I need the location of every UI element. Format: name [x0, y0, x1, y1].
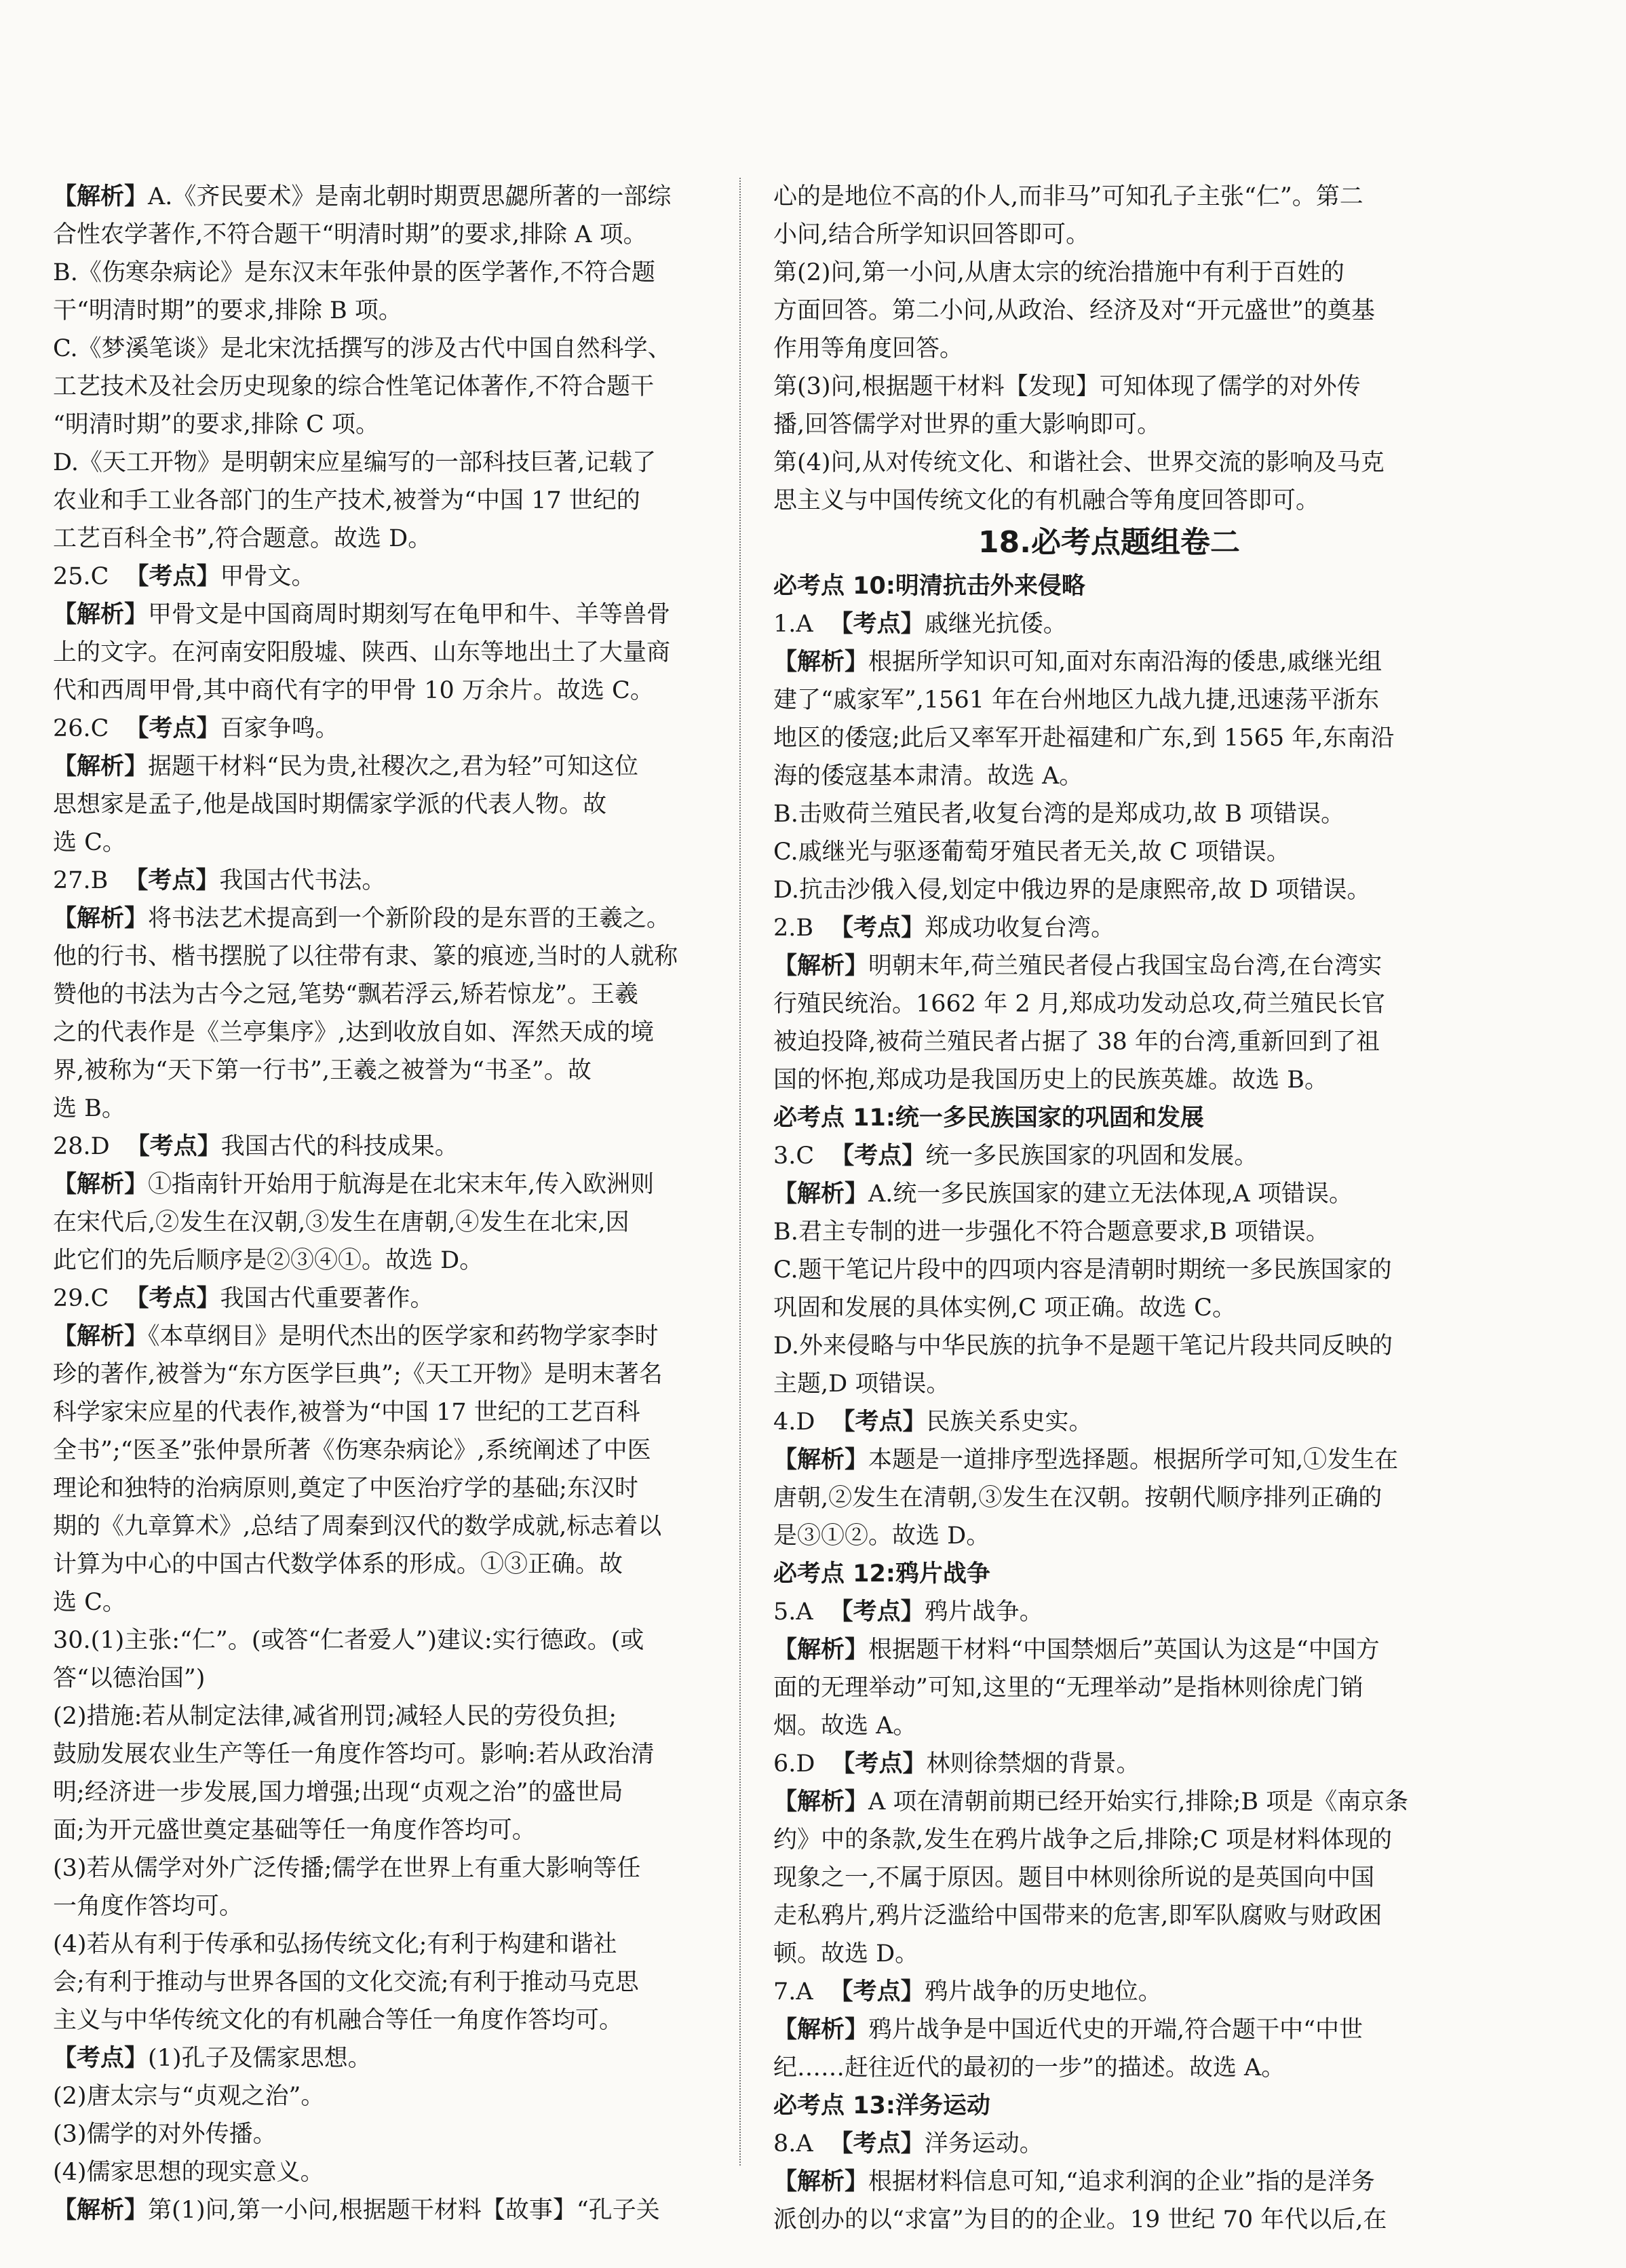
q30-line: 主义与中华传统文化的有机融合等任一角度作答均可。 — [53, 2007, 623, 2034]
q30-cont-line: 方面回答。第二小问,从政治、经济及对“开元盛世”的奠基 — [773, 297, 1375, 324]
q30-line: 面;为开元盛世奠定基础等任一角度作答均可。 — [53, 1817, 536, 1844]
q30-line: 30.(1)主张:“仁”。(或答“仁者爱人”)建议:实行德政。(或 — [53, 1627, 644, 1654]
q28-line: 在宋代后,②发生在汉朝,③发生在唐朝,④发生在北宋,因 — [53, 1209, 630, 1236]
q1-line: 【解析】根据所学知识可知,面对东南沿海的倭患,戚继光组 — [773, 649, 1382, 676]
q8-line: 【解析】根据材料信息可知,“追求利润的企业”指的是洋务 — [773, 2168, 1375, 2195]
q4-line: 唐朝,②发生在清朝,③发生在汉朝。按朝代顺序排列正确的 — [773, 1484, 1382, 1512]
q1-line: 地区的倭寇;此后又率军开赴福建和广东,到 1565 年,东南沿 — [773, 725, 1395, 752]
q8-line: 派创办的以“求富”为目的的企业。19 世纪 70 年代以后,在 — [773, 2206, 1387, 2233]
q3-line: C.题干笔记片段中的四项内容是清朝时期统一多民族国家的 — [773, 1256, 1392, 1284]
kp12-heading: 必考点 12:鸦片战争 — [773, 1560, 990, 1588]
q1-line: D.抗击沙俄入侵,划定中俄边界的是康熙帝,故 D 项错误。 — [773, 877, 1371, 904]
q30-line: 会;有利于推动与世界各国的文化交流;有利于推动马克思 — [53, 1969, 639, 1996]
q7-line: 纪……赶往近代的最初的一步”的描述。故选 A。 — [773, 2054, 1285, 2081]
q4-line: 是③①②。故选 D。 — [773, 1522, 990, 1550]
section-title: 18.必考点题组卷二 — [978, 525, 1240, 560]
q24-line: C.《梦溪笔谈》是北宋沈括撰写的涉及古代中国自然科学、 — [53, 335, 672, 362]
q6-line: 【解析】A 项在清朝前期已经开始实行,排除;B 项是《南京条 — [773, 1788, 1409, 1815]
q30-analysis-line: 【解析】第(1)问,第一小问,根据题干材料【故事】“孔子关 — [53, 2197, 660, 2224]
q29-header: 29.C 【考点】我国古代重要著作。 — [53, 1285, 434, 1312]
q25-line: 【解析】甲骨文是中国商周时期刻写在龟甲和牛、羊等兽骨 — [53, 601, 671, 628]
q25-line: 代和西周甲骨,其中商代有字的甲骨 10 万余片。故选 C。 — [53, 677, 654, 704]
q28-line: 【解析】①指南针开始用于航海是在北宋末年,传入欧洲则 — [53, 1171, 655, 1198]
q24-line: 农业和手工业各部门的生产技术,被誉为“中国 17 世纪的 — [53, 487, 640, 514]
q29-line: 选 C。 — [53, 1589, 126, 1616]
q30-cont-line: 作用等角度回答。 — [773, 335, 964, 362]
q29-line: 【解析】《本草纲目》是明代杰出的医学家和药物学家李时 — [53, 1323, 659, 1350]
q27-line: 他的行书、楷书摆脱了以往带有隶、篆的痕迹,当时的人就称 — [53, 943, 678, 970]
q30-cont-line: 小问,结合所学知识回答即可。 — [773, 221, 1090, 248]
q8-header: 8.A 【考点】洋务运动。 — [773, 2130, 1043, 2157]
q30-cont-line: 思主义与中国传统文化的有机融合等角度回答即可。 — [773, 487, 1320, 514]
q27-line: 【解析】将书法艺术提高到一个新阶段的是东晋的王羲之。 — [53, 905, 671, 932]
q30-line: 明;经济进一步发展,国力增强;出现“贞观之治”的盛世局 — [53, 1779, 623, 1806]
q24-line: 【解析】A.《齐民要术》是南北朝时期贾思勰所著的一部综 — [53, 183, 672, 210]
q27-header: 27.B 【考点】我国古代书法。 — [53, 867, 386, 894]
q24-line: 合性农学著作,不符合题干“明清时期”的要求,排除 A 项。 — [53, 221, 647, 248]
q24-line: 干“明清时期”的要求,排除 B 项。 — [53, 297, 402, 324]
q3-line: 巩固和发展的具体实例,C 项正确。故选 C。 — [773, 1294, 1236, 1322]
q1-line: B.击败荷兰殖民者,收复台湾的是郑成功,故 B 项错误。 — [773, 801, 1345, 828]
q24-line: D.《天工开物》是明朝宋应星编写的一部科技巨著,记载了 — [53, 449, 657, 476]
q6-line: 约》中的条款,发生在鸦片战争之后,排除;C 项是材料体现的 — [773, 1826, 1392, 1853]
q30-cont-line: 第(4)问,从对传统文化、和谐社会、世界交流的影响及马克 — [773, 449, 1385, 476]
q1-line: 海的倭寇基本肃清。故选 A。 — [773, 763, 1083, 790]
q26-line: 【解析】据题干材料“民为贵,社稷次之,君为轻”可知这位 — [53, 753, 639, 780]
q3-line: 【解析】A.统一多民族国家的建立无法体现,A 项错误。 — [773, 1180, 1353, 1208]
q30-cont-line: 心的是地位不高的仆人,而非马”可知孔子主张“仁”。第二 — [773, 183, 1363, 210]
q25-line: 上的文字。在河南安阳殷墟、陕西、山东等地出土了大量商 — [53, 639, 671, 666]
q27-line: 界,被称为“天下第一行书”,王羲之被誉为“书圣”。故 — [53, 1057, 592, 1084]
q1-header: 1.A 【考点】戚继光抗倭。 — [773, 611, 1067, 638]
q29-line: 珍的著作,被誉为“东方医学巨典”;《天工开物》是明末著名 — [53, 1361, 663, 1388]
kp10-heading: 必考点 10:明清抗击外来侵略 — [773, 573, 1085, 600]
q3-header: 3.C 【考点】统一多民族国家的巩固和发展。 — [773, 1142, 1258, 1170]
left-column — [53, 178, 724, 2229]
q27-line: 之的代表作是《兰亭集序》,达到收放自如、浑然天成的境 — [53, 1019, 655, 1046]
kp13-heading: 必考点 13:洋务运动 — [773, 2092, 990, 2119]
q2-line: 【解析】明朝末年,荷兰殖民者侵占我国宝岛台湾,在台湾实 — [773, 953, 1382, 980]
q29-line: 期的《九章算术》,总结了周秦到汉代的数学成就,标志着以 — [53, 1513, 662, 1540]
q27-line: 选 B。 — [53, 1095, 125, 1122]
q30-kp-line: 【考点】(1)孔子及儒家思想。 — [53, 2045, 372, 2072]
q29-line: 全书”;“医圣”张仲景所著《伤寒杂病论》,系统阐述了中医 — [53, 1437, 651, 1464]
q29-line: 理论和独特的治病原则,奠定了中医治疗学的基础;东汉时 — [53, 1475, 638, 1502]
q29-line: 计算为中心的中国古代数学体系的形成。①③正确。故 — [53, 1551, 623, 1578]
q7-line: 【解析】鸦片战争是中国近代史的开端,符合题干中“中世 — [773, 2016, 1363, 2043]
q3-line: D.外来侵略与中华民族的抗争不是题干笔记片段共同反映的 — [773, 1332, 1393, 1360]
q30-kp-line: (3)儒学的对外传播。 — [53, 2121, 277, 2148]
q7-header: 7.A 【考点】鸦片战争的历史地位。 — [773, 1978, 1162, 2005]
q24-line: B.《伤寒杂病论》是东汉末年张仲景的医学著作,不符合题 — [53, 259, 655, 286]
q28-header: 28.D 【考点】我国古代的科技成果。 — [53, 1133, 459, 1160]
column-divider — [739, 178, 742, 2166]
q30-line: 答“以德治国”) — [53, 1665, 206, 1692]
q29-line: 科学家宋应星的代表作,被誉为“中国 17 世纪的工艺百科 — [53, 1399, 640, 1426]
q2-line: 行殖民统治。1662 年 2 月,郑成功发动总攻,荷兰殖民长官 — [773, 991, 1385, 1018]
q3-line: B.君主专制的进一步强化不符合题意要求,B 项错误。 — [773, 1218, 1330, 1246]
q2-header: 2.B 【考点】郑成功收复台湾。 — [773, 915, 1115, 942]
q30-cont-line: 播,回答儒学对世界的重大影响即可。 — [773, 411, 1161, 438]
q24-line: 工艺百科全书”,符合题意。故选 D。 — [53, 525, 432, 552]
q25-header: 25.C 【考点】甲骨文。 — [53, 563, 315, 590]
q6-line: 走私鸦片,鸦片泛滥给中国带来的危害,即军队腐败与财政困 — [773, 1902, 1382, 1929]
q6-line: 现象之一,不属于原因。题目中林则徐所说的是英国向中国 — [773, 1864, 1375, 1891]
right-column — [773, 178, 1445, 2239]
q24-line: “明清时期”的要求,排除 C 项。 — [53, 411, 379, 438]
q28-line: 此它们的先后顺序是②③④①。故选 D。 — [53, 1247, 484, 1274]
q5-line: 【解析】根据题干材料“中国禁烟后”英国认为这是“中国方 — [773, 1636, 1380, 1664]
q26-line: 思想家是孟子,他是战国时期儒家学派的代表人物。故 — [53, 791, 607, 818]
q3-line: 主题,D 项错误。 — [773, 1370, 950, 1398]
q5-line: 烟。故选 A。 — [773, 1712, 917, 1740]
q1-line: 建了“戚家军”,1561 年在台州地区九战九捷,迅速荡平浙东 — [773, 687, 1380, 714]
q30-line: 一角度作答均可。 — [53, 1893, 244, 1920]
q4-header: 4.D 【考点】民族关系史实。 — [773, 1408, 1093, 1436]
q24-line: 工艺技术及社会历史现象的综合性笔记体著作,不符合题干 — [53, 373, 655, 400]
q30-cont-line: 第(2)问,第一小问,从唐太宗的统治措施中有利于百姓的 — [773, 259, 1344, 286]
q6-line: 顿。故选 D。 — [773, 1940, 919, 1967]
q2-line: 被迫投降,被荷兰殖民者占据了 38 年的台湾,重新回到了祖 — [773, 1029, 1380, 1056]
q26-line: 选 C。 — [53, 829, 126, 856]
q4-line: 【解析】本题是一道排序型选择题。根据所学可知,①发生在 — [773, 1446, 1399, 1474]
q30-cont-line: 第(3)问,根据题干材料【发现】可知体现了儒学的对外传 — [773, 373, 1361, 400]
q2-line: 国的怀抱,郑成功是我国历史上的民族英雄。故选 B。 — [773, 1066, 1328, 1094]
q30-kp-line: (2)唐太宗与“贞观之治”。 — [53, 2083, 325, 2110]
q30-line: 鼓励发展农业生产等任一角度作答均可。影响:若从政治清 — [53, 1741, 655, 1768]
q30-line: (3)若从儒学对外广泛传播;儒学在世界上有重大影响等任 — [53, 1855, 641, 1882]
q5-line: 面的无理举动”可知,这里的“无理举动”是指林则徐虎门销 — [773, 1674, 1363, 1702]
q30-line: (2)措施:若从制定法律,减省刑罚;减轻人民的劳役负担; — [53, 1703, 617, 1730]
kp11-heading: 必考点 11:统一多民族国家的巩固和发展 — [773, 1104, 1204, 1132]
q27-line: 赞他的书法为古今之冠,笔势“飘若浮云,矫若惊龙”。王羲 — [53, 981, 639, 1008]
q6-header: 6.D 【考点】林则徐禁烟的背景。 — [773, 1750, 1140, 1777]
q30-kp-line: (4)儒家思想的现实意义。 — [53, 2159, 324, 2186]
q5-header: 5.A 【考点】鸦片战争。 — [773, 1598, 1043, 1626]
q1-line: C.戚继光与驱逐葡萄牙殖民者无关,故 C 项错误。 — [773, 839, 1290, 866]
q26-header: 26.C 【考点】百家争鸣。 — [53, 715, 339, 742]
q30-line: (4)若从有利于传承和弘扬传统文化;有利于构建和谐社 — [53, 1931, 617, 1958]
